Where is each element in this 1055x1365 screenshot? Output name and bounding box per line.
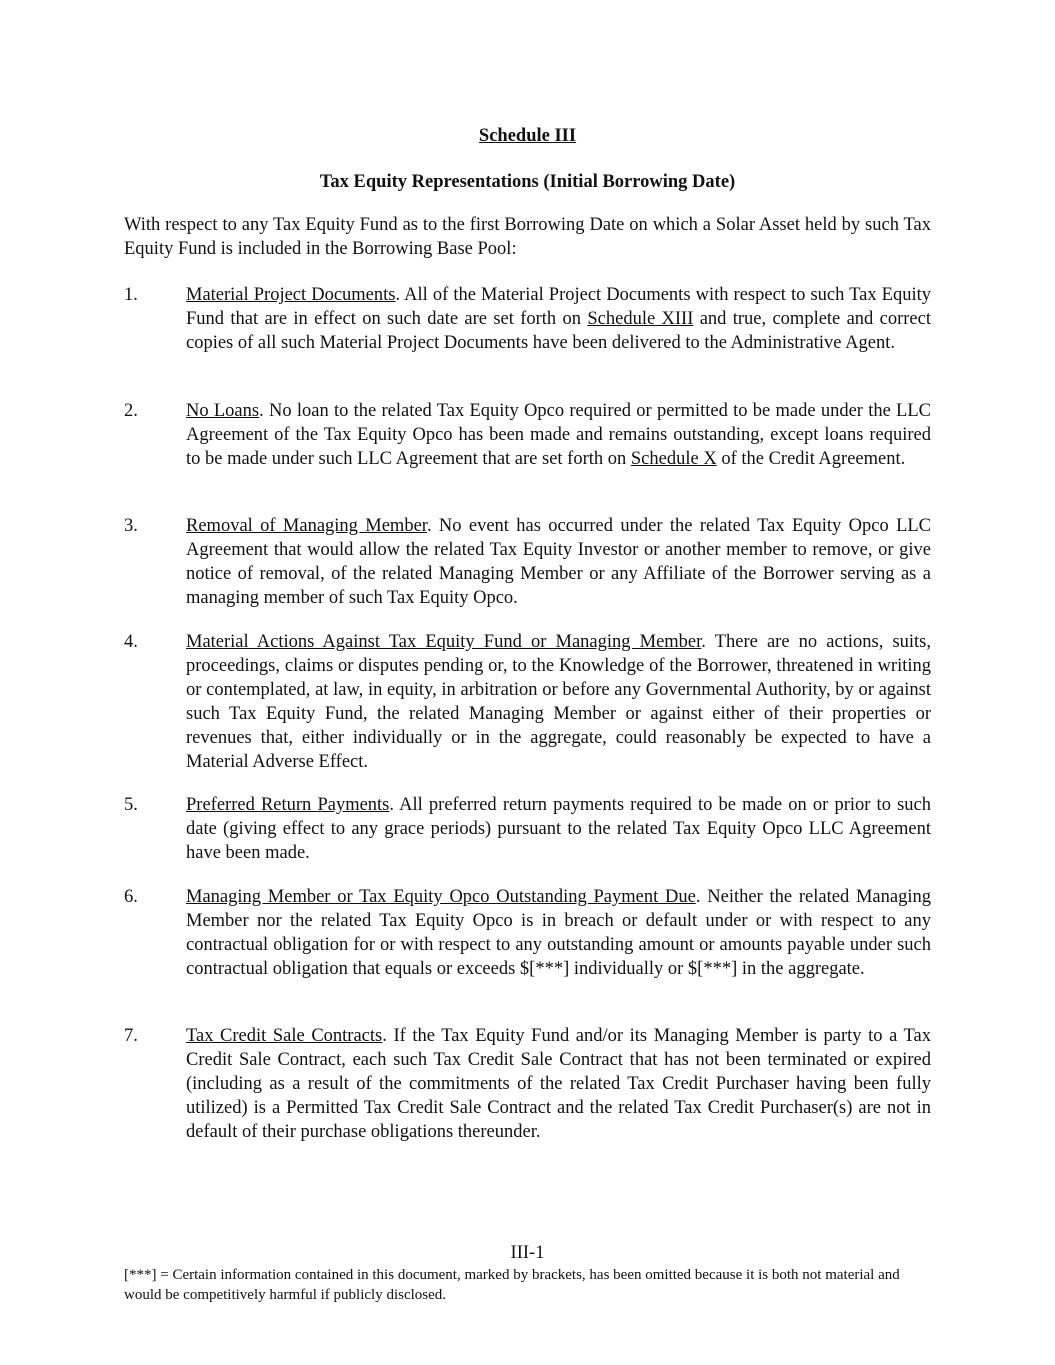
item-number: 4. bbox=[124, 632, 138, 652]
item-text-continued: and true, complete and correct copies of all such Material Project Documents have been delivered to the Administrative Agent. bbox=[186, 309, 931, 353]
item-heading: Managing Member or Tax Equity Opco Outstanding Payment Due bbox=[186, 887, 696, 907]
item-heading: Tax Credit Sale Contracts bbox=[186, 1026, 383, 1046]
item-heading: Material Actions Against Tax Equity Fund or Managing Member bbox=[186, 632, 702, 652]
item-number: 7. bbox=[124, 1026, 138, 1046]
item-heading: Material Project Documents bbox=[186, 285, 396, 305]
item-text: . No event has occurred under the related Tax Equity Opco LLC Agreement that would allow the related Tax Equity Investor or another member to remove, or give notice of removal, of the related Managing Member or any Affiliate of the Borrower serving as a managing member of such Tax Equity Opco. bbox=[186, 516, 932, 608]
item-text: . No loan to the related Tax Equity Opco required or permitted to be made under the LLC Agreement of the Tax Equity Opco has been made and remains outstanding, except loans required to be made under such LLC Agreement that are set forth on bbox=[186, 401, 932, 469]
item-body bbox=[186, 793, 931, 865]
list-item bbox=[124, 283, 931, 355]
item-text-continued: of the Credit Agreement. bbox=[716, 449, 906, 469]
list-item bbox=[124, 630, 931, 774]
schedule-reference: Schedule X bbox=[630, 449, 717, 469]
redaction-footnote: [***] = Certain information contained in this document, marked by brackets, has been omitted because it is both not material and would be competitively harmful if publicly disclosed. bbox=[124, 1267, 900, 1303]
item-number: 1. bbox=[124, 285, 138, 305]
item-body bbox=[186, 283, 931, 355]
item-text: . All preferred return payments required to be made on or prior to such date (giving effect to any grace periods) pursuant to the related Tax Equity Opco LLC Agreement have been made. bbox=[186, 795, 931, 863]
item-body bbox=[186, 399, 931, 471]
schedule-title: Schedule III bbox=[478, 126, 577, 146]
list-item bbox=[124, 885, 931, 981]
item-body bbox=[186, 630, 931, 774]
list-item bbox=[124, 1024, 931, 1144]
item-text: . Neither the related Managing Member nor the related Tax Equity Opco is in breach or default under or with respect to any contractual obligation for or with respect to any outstanding amount or amounts payable under such contractual obligation that equals or exceeds $[***] individually or $[***] in the aggregate. bbox=[186, 887, 931, 979]
list-item bbox=[124, 514, 931, 610]
item-text: . All of the Material Project Documents with respect to such Tax Equity Fund that are in effect on such date are set forth on bbox=[186, 285, 932, 329]
item-number: 5. bbox=[124, 795, 138, 815]
item-text: . There are no actions, suits, proceedings, claims or disputes pending or, to the Knowledge of the Borrower, threatened in writing or contemplated, at law, in equity, in arbitration or before any Governmental Authority, by or against such Tax Equity Fund, the related Managing Member or against either of their properties or revenues that, either individually or in the aggregate, could reasonably be expected to have a Material Adverse Effect. bbox=[186, 632, 931, 772]
item-text: . If the Tax Equity Fund and/or its Managing Member is party to a Tax Credit Sale Contract, each such Tax Credit Sale Contract that has not been terminated or expired (including as a result of the commitments of the related Tax Credit Purchaser having been fully utilized) is a Permitted Tax Credit Sale Contract and the related Tax Credit Purchaser(s) are not in default of their purchase obligations thereunder. bbox=[186, 1026, 931, 1142]
item-body bbox=[186, 514, 931, 610]
item-body bbox=[186, 885, 931, 981]
item-heading: Removal of Managing Member bbox=[186, 516, 427, 536]
schedule-subtitle: Tax Equity Representations (Initial Borrowing Date) bbox=[319, 172, 736, 192]
intro-paragraph: With respect to any Tax Equity Fund as to the first Borrowing Date on which a Solar Asset held by such Tax Equity Fund is included in the Borrowing Base Pool: bbox=[124, 215, 931, 259]
schedule-reference: Schedule XIII bbox=[587, 309, 694, 329]
item-body bbox=[186, 1024, 931, 1144]
page-number: III-1 bbox=[510, 1243, 545, 1263]
item-heading: Preferred Return Payments bbox=[186, 795, 390, 815]
item-heading: No Loans bbox=[186, 401, 260, 421]
item-number: 6. bbox=[124, 887, 138, 907]
item-number: 2. bbox=[124, 401, 138, 421]
list-item bbox=[124, 399, 931, 471]
item-number: 3. bbox=[124, 516, 138, 536]
list-item bbox=[124, 793, 931, 865]
